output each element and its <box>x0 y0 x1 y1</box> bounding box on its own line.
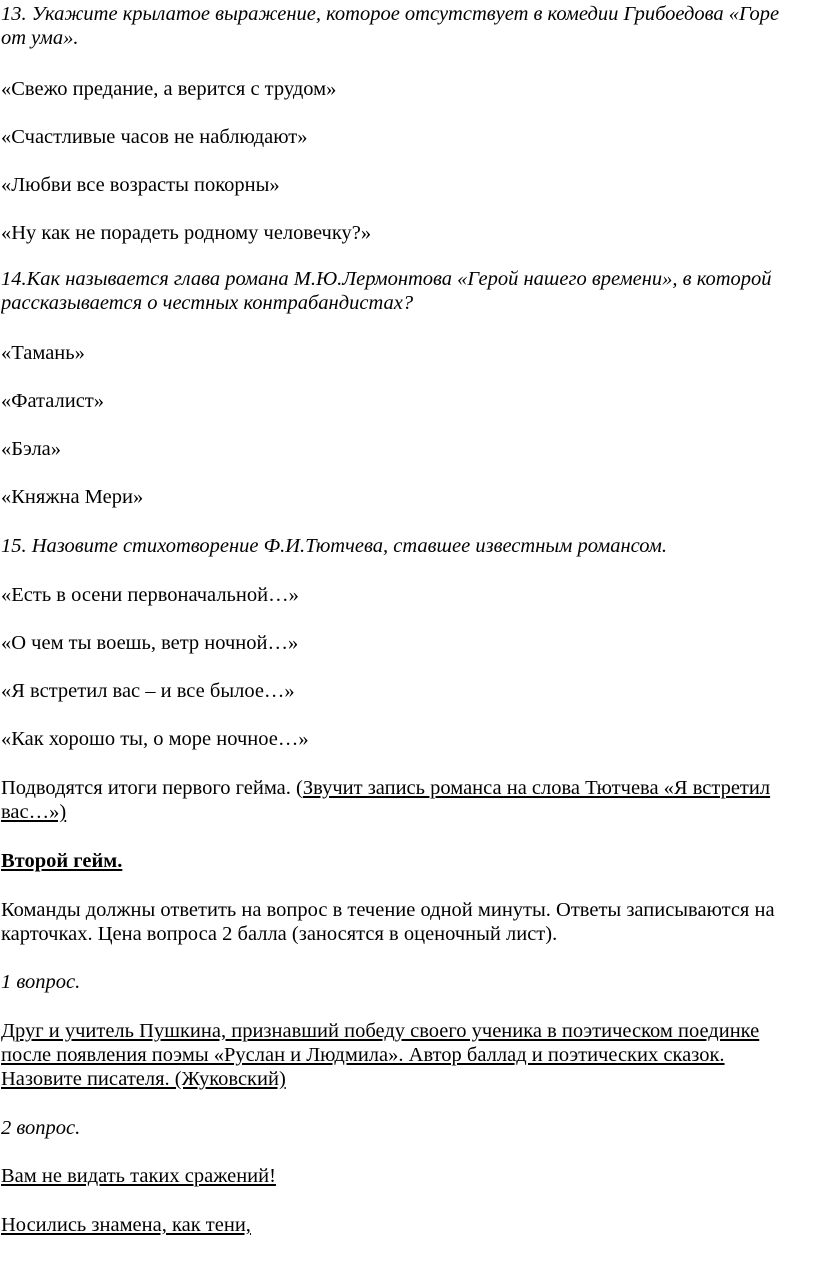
q13-option-2: «Счастливые часов не наблюдают» <box>1 126 308 148</box>
q14-option-2: «Фаталист» <box>1 390 105 412</box>
question-1-text: Друг и учитель Пушкина, признавший победу своего ученика в поэтическом поединке после появления поэмы «Руслан и Людмила». Автор баллад и поэтических сказок. Назовите писателя. (Жуковский) <box>1 1020 760 1090</box>
q15-option-4: «Как хорошо ты, о море ночное…» <box>1 728 309 750</box>
q15-option-2: «О чем ты воешь, ветр ночной…» <box>1 632 299 654</box>
q14-option-3: «Бэла» <box>1 438 62 460</box>
game-summary <box>1 776 798 824</box>
summary-text: Подводятся итоги первого гейма. ( <box>1 777 303 799</box>
q15-option-1: «Есть в осени первоначальной…» <box>1 584 299 606</box>
question-15: 15. Назовите стихотворение Ф.И.Тютчева, ставшее известным романсом. <box>1 535 667 557</box>
q14-option-4: «Княжна Мери» <box>1 486 144 508</box>
question-14: 14.Как называется глава романа М.Ю.Лермонтова «Герой нашего времени», в которой рассказывается о честных контрабандистах? <box>1 268 772 314</box>
poem-line-1: Вам не видать таких сражений! <box>1 1165 276 1187</box>
q14-option-1: «Тамань» <box>1 342 85 364</box>
summary-note: Звучит запись романса на слова Тютчева «Я встретил вас…») <box>1 777 771 823</box>
q13-option-4: «Ну как не порадеть родному человечку?» <box>1 222 372 244</box>
q15-option-3: «Я встретил вас – и все былое…» <box>1 680 295 702</box>
question-2-label: 2 вопрос. <box>1 1117 81 1139</box>
question-13: 13. Укажите крылатое выражение, которое отсутствует в комедии Грибоедова «Горе от ума». <box>1 3 780 49</box>
question-1-label: 1 вопрос. <box>1 971 81 993</box>
q13-option-1: «Свежо предание, а верится с трудом» <box>1 78 337 100</box>
second-game-heading: Второй гейм. <box>1 850 123 872</box>
poem-line-2: Носились знамена, как тени, <box>1 1214 251 1236</box>
q13-option-3: «Любви все возрасты покорны» <box>1 174 280 196</box>
second-game-intro: Команды должны ответить на вопрос в течение одной минуты. Ответы записываются на карточках. Цена вопроса 2 балла (заносятся в оценочный лист). <box>1 899 775 945</box>
